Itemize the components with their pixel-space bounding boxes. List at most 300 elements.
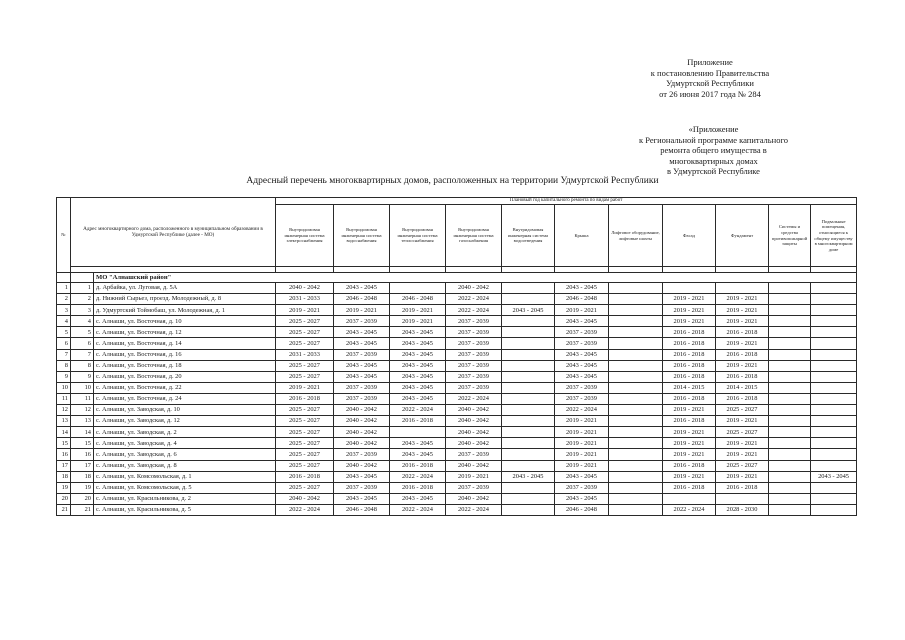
year-range-cell: 2019 - 2021 [716,316,769,327]
work-column-header: Внутридомовая инженерная система газоснабжения [446,205,502,267]
table-row [57,460,857,471]
year-range-cell: 2016 - 2018 [276,393,334,404]
address-cell: с. Алнаши, ул. Восточная, д. 24 [94,393,276,404]
address-cell: с. Алнаши, ул. Восточная, д. 20 [94,371,276,382]
year-range-cell: 2043 - 2045 [390,371,446,382]
year-range-cell: 2016 - 2018 [716,393,769,404]
year-range-cell: 2040 - 2042 [446,416,502,427]
row-number-cell: 17 [57,460,71,471]
table-row [57,449,857,460]
appendix-line: Удмуртской Республики [666,78,754,88]
year-range-cell [769,360,811,371]
address-cell: с. Алнаши, ул. Восточная, д. 18 [94,360,276,371]
year-range-cell: 2043 - 2045 [390,338,446,349]
year-range-cell: 2022 - 2024 [555,405,609,416]
year-range-cell: 2043 - 2045 [555,360,609,371]
row-index-cell: 2 [71,294,94,305]
year-range-cell: 2043 - 2045 [334,327,390,338]
row-number-cell: 13 [57,416,71,427]
year-range-cell: 2019 - 2021 [716,338,769,349]
year-range-cell [609,283,663,294]
year-range-cell [609,493,663,504]
year-range-cell: 2040 - 2042 [446,493,502,504]
year-range-cell: 2019 - 2021 [555,460,609,471]
row-index-cell: 17 [71,460,94,471]
table-row [57,493,857,504]
year-range-cell: 2040 - 2042 [446,438,502,449]
year-range-cell: 2025 - 2027 [276,438,334,449]
year-range-cell: 2016 - 2018 [390,460,446,471]
year-range-cell: 2019 - 2021 [663,305,716,316]
year-range-cell [609,305,663,316]
year-range-cell: 2019 - 2021 [716,438,769,449]
year-range-cell: 2037 - 2039 [555,382,609,393]
row-number-cell: 14 [57,427,71,438]
year-range-cell [811,393,857,404]
address-cell: с. Алнаши, ул. Восточная, д. 14 [94,338,276,349]
year-range-cell [502,438,555,449]
row-number-cell: 5 [57,327,71,338]
year-range-cell: 2025 - 2027 [276,338,334,349]
year-range-cell [609,371,663,382]
year-range-cell [502,449,555,460]
address-cell: д. Удмуртский Тоймобаш, ул. Молодежная, д. 1 [94,305,276,316]
year-range-cell [663,283,716,294]
appendix-line: в Удмуртской Республике [667,166,760,176]
year-range-cell: 2037 - 2039 [446,349,502,360]
row-index-cell: 10 [71,382,94,393]
table-row [57,471,857,482]
year-range-cell: 2028 - 2030 [716,504,769,515]
year-range-cell [811,405,857,416]
row-index-cell: 1 [71,283,94,294]
year-range-cell: 2043 - 2045 [390,438,446,449]
table-row [57,416,857,427]
number-column-header: № [57,198,71,273]
year-range-cell: 2040 - 2042 [446,283,502,294]
appendix-line: к постановлению Правительства [650,67,770,78]
year-range-cell: 2043 - 2045 [502,471,555,482]
year-range-cell [502,416,555,427]
year-range-cell: 2019 - 2021 [555,438,609,449]
year-range-cell: 2025 - 2027 [276,427,334,438]
year-range-cell: 2019 - 2021 [716,360,769,371]
year-range-cell: 2043 - 2045 [390,349,446,360]
appendix-line: «Приложение [688,124,739,134]
year-range-cell: 2019 - 2021 [663,294,716,305]
year-range-cell [769,305,811,316]
year-range-cell: 2019 - 2021 [276,382,334,393]
year-range-cell [502,493,555,504]
year-range-cell: 2037 - 2039 [334,482,390,493]
year-range-cell: 2016 - 2018 [663,371,716,382]
year-range-cell: 2016 - 2018 [663,460,716,471]
year-range-cell: 2019 - 2021 [390,305,446,316]
table-row [57,360,857,371]
year-range-cell: 2016 - 2018 [716,327,769,338]
year-range-cell [811,349,857,360]
row-number-cell: 8 [57,360,71,371]
row-number-cell: 11 [57,393,71,404]
year-range-cell: 2019 - 2021 [663,427,716,438]
year-range-cell: 2043 - 2045 [334,338,390,349]
year-range-cell [769,460,811,471]
year-range-cell [769,283,811,294]
row-index-cell: 16 [71,449,94,460]
year-range-cell: 2016 - 2018 [276,471,334,482]
year-range-cell: 2019 - 2021 [716,416,769,427]
year-range-cell: 2043 - 2045 [334,283,390,294]
year-range-cell: 2016 - 2018 [716,349,769,360]
year-range-cell: 2014 - 2015 [716,382,769,393]
year-range-cell: 2022 - 2024 [446,294,502,305]
year-range-cell [811,382,857,393]
row-index-cell: 21 [71,504,94,515]
row-index-cell: 18 [71,471,94,482]
year-range-cell [769,294,811,305]
address-cell: с. Алнаши, ул. Комсомольская, д. 5 [94,482,276,493]
year-range-cell [609,316,663,327]
year-range-cell: 2043 - 2045 [334,371,390,382]
work-column-header: Внутридомовая инженерная система водоснабжения [334,205,390,267]
year-range-cell: 2043 - 2045 [555,493,609,504]
year-range-cell: 2019 - 2021 [663,471,716,482]
year-range-cell: 2040 - 2042 [334,405,390,416]
year-range-cell: 2046 - 2048 [390,294,446,305]
address-cell: с. Алнаши, ул. Заводская, д. 6 [94,449,276,460]
year-range-cell: 2025 - 2027 [716,460,769,471]
year-range-cell: 2014 - 2015 [663,382,716,393]
year-range-cell: 2022 - 2024 [276,504,334,515]
row-number-cell: 18 [57,471,71,482]
work-column-header: Фасад [663,205,716,267]
year-range-cell: 2025 - 2027 [276,405,334,416]
year-range-cell: 2040 - 2042 [276,493,334,504]
year-range-cell: 2043 - 2045 [555,471,609,482]
table-row [57,283,857,294]
year-range-cell [769,449,811,460]
year-range-cell [769,405,811,416]
year-range-cell [390,283,446,294]
year-range-cell: 2037 - 2039 [446,338,502,349]
year-range-cell: 2037 - 2039 [334,449,390,460]
year-range-cell: 2019 - 2021 [276,305,334,316]
year-range-cell [811,427,857,438]
table-row [57,504,857,515]
address-column-header: Адрес многоквартирного дома, расположенного в муниципальном образовании в Удмуртской Республике (далее - МО) [71,198,276,267]
year-range-cell [811,338,857,349]
year-range-cell: 2043 - 2045 [390,493,446,504]
year-range-cell: 2040 - 2042 [446,460,502,471]
row-number-cell: 21 [57,504,71,515]
year-range-cell [811,482,857,493]
year-range-cell: 2037 - 2039 [334,382,390,393]
row-number-cell: 19 [57,482,71,493]
year-range-cell [502,327,555,338]
year-range-cell [502,427,555,438]
row-number-cell: 6 [57,338,71,349]
row-index-cell: 14 [71,427,94,438]
year-range-cell [811,305,857,316]
address-cell: д. Арбайка, ул. Луговая, д. 5А [94,283,276,294]
row-number-cell: 12 [57,405,71,416]
year-range-cell: 2016 - 2018 [716,371,769,382]
table-row [57,349,857,360]
row-index-cell: 6 [71,338,94,349]
year-range-cell: 2031 - 2033 [276,349,334,360]
year-range-cell: 2037 - 2039 [555,327,609,338]
row-number-cell: 10 [57,382,71,393]
year-range-cell: 2040 - 2042 [334,460,390,471]
row-index-cell: 5 [71,327,94,338]
appendix-line: к Региональной программе капитального [639,134,788,145]
address-cell: с. Алнаши, ул. Заводская, д. 2 [94,427,276,438]
address-cell: с. Алнаши, ул. Красильникова, д. 5 [94,504,276,515]
row-index-cell: 15 [71,438,94,449]
year-range-cell [609,504,663,515]
row-index-cell: 12 [71,405,94,416]
year-range-cell: 2040 - 2042 [334,416,390,427]
year-range-cell: 2037 - 2039 [334,393,390,404]
region-row: МО "Алнашский район" [94,273,857,283]
year-range-cell: 2019 - 2021 [663,405,716,416]
year-range-cell: 2043 - 2045 [390,327,446,338]
year-range-cell: 2043 - 2045 [555,316,609,327]
year-range-cell [609,294,663,305]
table-row [57,294,857,305]
work-column-header: Крыша [555,205,609,267]
year-range-cell [609,427,663,438]
year-range-cell [769,316,811,327]
year-range-cell: 2043 - 2045 [555,349,609,360]
address-cell: с. Алнаши, ул. Красильникова, д. 2 [94,493,276,504]
appendix-header [620,57,800,99]
year-range-cell [769,371,811,382]
year-range-cell: 2025 - 2027 [716,427,769,438]
row-index-cell: 11 [71,393,94,404]
year-range-cell: 2046 - 2048 [555,294,609,305]
year-range-cell [609,327,663,338]
table-row [57,371,857,382]
year-range-cell: 2016 - 2018 [663,416,716,427]
address-cell: с. Алнаши, ул. Восточная, д. 12 [94,327,276,338]
year-range-cell: 2025 - 2027 [276,371,334,382]
year-range-cell [769,349,811,360]
year-range-cell [502,316,555,327]
year-range-cell: 2043 - 2045 [334,493,390,504]
row-index-cell: 3 [71,305,94,316]
year-range-cell: 2043 - 2045 [390,382,446,393]
year-range-cell: 2037 - 2039 [446,316,502,327]
year-range-cell: 2016 - 2018 [390,482,446,493]
year-range-cell: 2019 - 2021 [716,305,769,316]
year-range-cell [769,438,811,449]
year-range-cell: 2019 - 2021 [663,316,716,327]
address-cell: с. Алнаши, ул. Заводская, д. 8 [94,460,276,471]
table-row [57,438,857,449]
year-range-cell: 2025 - 2027 [716,405,769,416]
year-range-cell [502,405,555,416]
year-range-cell: 2019 - 2021 [555,449,609,460]
table-row [57,327,857,338]
table-row [57,382,857,393]
year-range-cell: 2025 - 2027 [276,316,334,327]
table-row [57,305,857,316]
year-range-cell: 2019 - 2021 [716,471,769,482]
appendix-line: многоквартирных домах [669,155,758,166]
year-range-cell: 2043 - 2045 [811,471,857,482]
year-range-cell [502,460,555,471]
row-index-cell: 9 [71,371,94,382]
year-range-cell: 2022 - 2024 [390,504,446,515]
year-range-cell: 2043 - 2045 [390,360,446,371]
year-range-cell [390,427,446,438]
row-index-cell: 4 [71,316,94,327]
year-range-cell [502,283,555,294]
year-range-cell [609,360,663,371]
year-range-cell: 2022 - 2024 [446,305,502,316]
year-range-cell: 2022 - 2024 [663,504,716,515]
year-range-cell: 2046 - 2048 [334,504,390,515]
year-range-cell [769,427,811,438]
year-range-cell: 2037 - 2039 [446,482,502,493]
row-number-cell: 4 [57,316,71,327]
year-range-cell [609,460,663,471]
year-range-cell [502,360,555,371]
document-title: Адресный перечень многоквартирных домов, расположенных на территории Удмуртской Республики [246,176,659,186]
year-range-cell [769,382,811,393]
year-range-cell [502,349,555,360]
year-range-cell: 2043 - 2045 [334,471,390,482]
year-range-cell: 2016 - 2018 [663,349,716,360]
year-range-cell [502,294,555,305]
row-number-cell: 3 [57,305,71,316]
work-column-header: Внутридомовая инженерная система теплоснабжения [390,205,446,267]
row-index-cell: 8 [71,360,94,371]
year-range-cell [769,416,811,427]
year-range-cell [811,360,857,371]
year-range-cell [609,405,663,416]
work-column-header: Системы и средства противопожарной защиты [769,205,811,267]
year-range-cell: 2043 - 2045 [502,305,555,316]
year-range-cell: 2025 - 2027 [276,416,334,427]
year-range-cell [663,493,716,504]
year-range-cell: 2046 - 2048 [555,504,609,515]
year-range-cell [811,371,857,382]
work-column-header: Лифтовое оборудование, лифтовые шахты [609,205,663,267]
appendix-line: Приложение [687,57,733,67]
year-range-cell [609,349,663,360]
address-cell: с. Алнаши, ул. Восточная, д. 10 [94,316,276,327]
year-range-cell: 2019 - 2021 [663,438,716,449]
year-range-cell [502,382,555,393]
year-range-cell [609,449,663,460]
row-number-cell: 16 [57,449,71,460]
year-range-cell [609,438,663,449]
table-row [57,316,857,327]
address-cell: с. Алнаши, ул. Заводская, д. 10 [94,405,276,416]
year-range-cell: 2016 - 2018 [663,393,716,404]
year-range-cell: 2037 - 2039 [446,371,502,382]
year-range-cell: 2037 - 2039 [446,327,502,338]
year-range-cell: 2025 - 2027 [276,360,334,371]
year-range-cell: 2037 - 2039 [446,360,502,371]
year-range-cell: 2022 - 2024 [446,393,502,404]
address-cell: д. Нижний Сырьез, проезд. Молодежный, д. 8 [94,294,276,305]
year-range-cell [811,438,857,449]
year-range-cell [811,449,857,460]
year-range-cell: 2025 - 2027 [276,449,334,460]
year-range-cell: 2019 - 2021 [555,305,609,316]
year-range-cell [609,393,663,404]
year-range-cell: 2019 - 2021 [555,427,609,438]
address-cell: с. Алнаши, ул. Заводская, д. 4 [94,438,276,449]
year-range-cell: 2031 - 2033 [276,294,334,305]
year-range-cell: 2025 - 2027 [276,482,334,493]
row-number-cell: 7 [57,349,71,360]
year-range-cell [609,482,663,493]
year-range-cell: 2019 - 2021 [716,449,769,460]
table-row [57,427,857,438]
year-range-cell: 2043 - 2045 [555,371,609,382]
year-range-cell [811,504,857,515]
year-range-cell: 2046 - 2048 [334,294,390,305]
year-range-cell: 2019 - 2021 [446,471,502,482]
year-range-cell: 2037 - 2039 [446,449,502,460]
year-range-cell: 2043 - 2045 [390,393,446,404]
year-range-cell [502,371,555,382]
year-range-cell [609,471,663,482]
year-range-cell [716,283,769,294]
year-range-cell: 2025 - 2027 [276,460,334,471]
work-column-header: Внутридомовая инженерная система электроснабжения [276,205,334,267]
year-range-cell: 2016 - 2018 [663,327,716,338]
appendix-line: от 26 июня 2017 года № 284 [659,88,761,99]
table-row [57,338,857,349]
year-range-cell: 2043 - 2045 [555,283,609,294]
row-number-cell: 2 [57,294,71,305]
year-range-cell: 2022 - 2024 [390,471,446,482]
year-range-cell [609,382,663,393]
year-range-cell [811,327,857,338]
year-range-cell: 2019 - 2021 [555,416,609,427]
year-range-cell [502,338,555,349]
year-range-cell [769,338,811,349]
year-range-cell [811,316,857,327]
year-range-cell [502,504,555,515]
year-range-cell: 2037 - 2039 [334,349,390,360]
year-range-cell [609,416,663,427]
address-cell: с. Алнаши, ул. Восточная, д. 22 [94,382,276,393]
program-appendix-header [606,124,821,177]
year-range-cell: 2040 - 2042 [276,283,334,294]
year-range-cell [769,471,811,482]
row-number-cell: 1 [57,283,71,294]
work-column-header: Подвальные помещения, относящиеся к общему имуществу в многоквартирном доме [811,205,857,267]
year-range-cell: 2037 - 2039 [446,382,502,393]
row-index-cell: 19 [71,482,94,493]
planned-year-group-header: Плановый год капитального ремонта по видам работ [276,198,857,205]
year-range-cell: 2040 - 2042 [334,427,390,438]
year-range-cell [811,283,857,294]
work-column-header: Внутридомовая инженерная система водоотведения [502,205,555,267]
year-range-cell: 2037 - 2039 [555,482,609,493]
row-index-cell: 13 [71,416,94,427]
year-range-cell: 2016 - 2018 [716,482,769,493]
table-row [57,393,857,404]
appendix-line: ремонта общего имущества в [660,145,767,155]
year-range-cell: 2016 - 2018 [663,360,716,371]
